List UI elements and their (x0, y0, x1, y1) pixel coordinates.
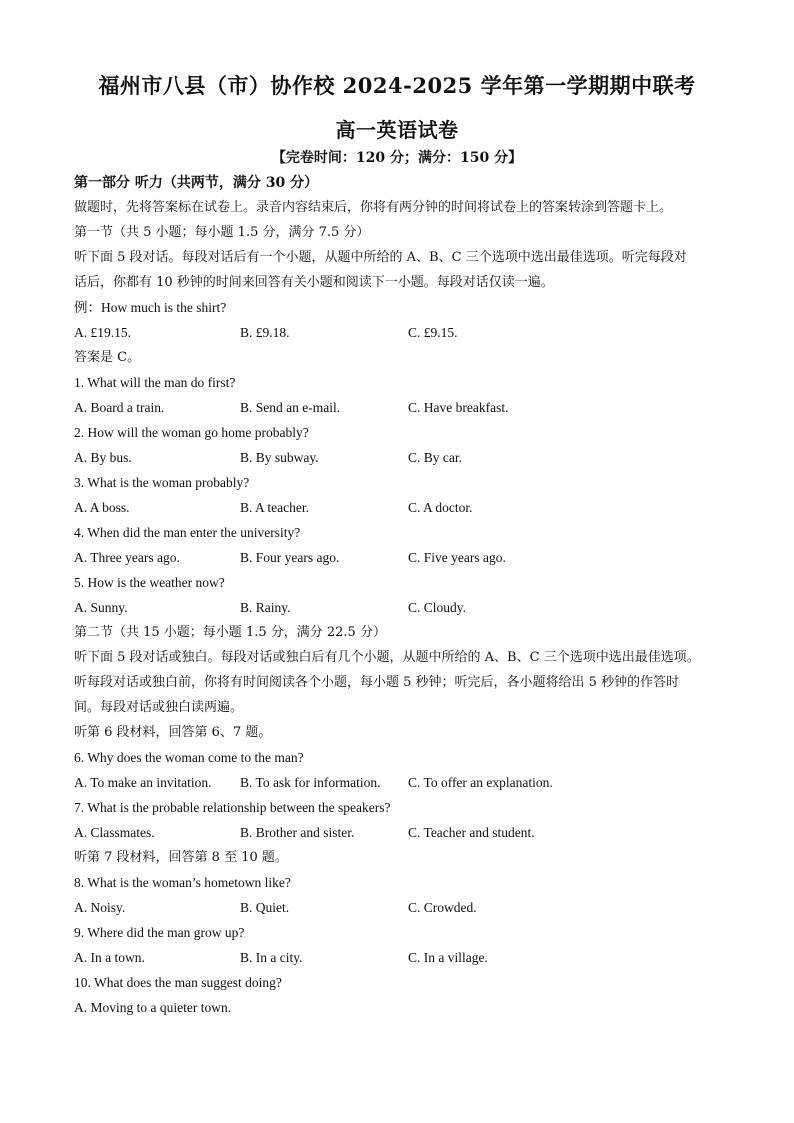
group-7-instruction: 听第 7 段材料，回答第 8 至 10 题。 (74, 850, 288, 865)
question-7-option-c: C. Teacher and student. (408, 825, 535, 840)
question-1-option-c: C. Have breakfast. (408, 400, 509, 415)
question-8-option-a: A. Noisy. (74, 900, 126, 915)
question-2-option-c: C. By car. (408, 450, 462, 465)
question-5: 5. How is the weather now? (74, 575, 225, 590)
question-3-option-a: A. A boss. (74, 500, 130, 515)
question-4-option-c: C. Five years ago. (408, 550, 506, 565)
question-7-option-b: B. Brother and sister. (240, 825, 355, 840)
question-2-option-b: B. By subway. (240, 450, 319, 465)
question-8-option-b: B. Quiet. (240, 900, 290, 915)
part1-heading: 第一部分 听力（共两节，满分 30 分） (74, 175, 319, 191)
question-9-option-c: C. In a village. (408, 950, 488, 965)
section2-heading: 第二节（共 15 小题；每小题 1.5 分，满分 22.5 分） (74, 625, 386, 640)
exam-subtitle: 高一英语试卷 (335, 118, 459, 142)
question-2-option-a: A. By bus. (74, 450, 132, 465)
question-4: 4. When did the man enter the university? (74, 525, 301, 540)
question-3-option-b: B. A teacher. (240, 500, 309, 515)
section1-instruction-line2: 话后，你都有 10 秒钟的时间来回答有关小题和阅读下一小题。每段对话仅读一遍。 (74, 275, 554, 290)
question-8: 8. What is the woman’s hometown like? (74, 875, 291, 890)
question-1-option-a: A. Board a train. (74, 400, 165, 415)
question-1-option-b: B. Send an e-mail. (240, 400, 341, 415)
question-8-option-c: C. Crowded. (408, 900, 477, 915)
question-6: 6. Why does the woman come to the man? (74, 750, 304, 765)
question-6-option-b: B. To ask for information. (240, 775, 381, 790)
question-1: 1. What will the man do first? (74, 375, 236, 390)
group-6-instruction: 听第 6 段材料，回答第 6、7 题。 (74, 725, 272, 740)
section1-heading: 第一节（共 5 小题；每小题 1.5 分，满分 7.5 分） (74, 225, 370, 240)
question-9: 9. Where did the man grow up? (74, 925, 245, 940)
exam-info: 【完卷时间：120 分；满分：150 分】 (271, 150, 523, 166)
section1-instruction-line1: 听下面 5 段对话。每段对话后有一个小题，从题中所给的 A、B、C 三个选项中选出最佳选项。听完每段对 (74, 250, 687, 265)
example-option-b: B. £9.18. (240, 325, 290, 340)
example-option-a: A. £19.15. (74, 325, 131, 340)
question-2: 2. How will the woman go home probably? (74, 425, 309, 440)
question-5-option-a: A. Sunny. (74, 600, 128, 615)
section2-instruction-line2: 听每段对话或独白前，你将有时间阅读各个小题，每小题 5 秒钟；听完后，各小题将给出 5 秒钟的作答时 (74, 675, 680, 690)
question-7-option-a: A. Classmates. (74, 825, 155, 840)
part1-instruction: 做题时，先将答案标在试卷上。录音内容结束后，你将有两分钟的时间将试卷上的答案转涂到答题卡上。 (74, 200, 673, 215)
question-5-option-c: C. Cloudy. (408, 600, 467, 615)
example-question: 例：How much is the shirt? (74, 300, 227, 315)
question-9-option-a: A. In a town. (74, 950, 145, 965)
question-10-option-a: A. Moving to a quieter town. (74, 1000, 232, 1015)
question-4-option-a: A. Three years ago. (74, 550, 180, 565)
question-9-option-b: B. In a city. (240, 950, 303, 965)
exam-title: 福州市八县（市）协作校 2024-2025 学年第一学期期中联考 (98, 73, 696, 98)
question-3-option-c: C. A doctor. (408, 500, 473, 515)
section2-instruction-line3: 间。每段对话或独白读两遍。 (74, 700, 244, 715)
question-7: 7. What is the probable relationship between the speakers? (74, 800, 391, 815)
question-6-option-c: C. To offer an explanation. (408, 775, 553, 790)
question-6-option-a: A. To make an invitation. (74, 775, 212, 790)
section2-instruction-line1: 听下面 5 段对话或独白。每段对话或独白后有几个小题，从题中所给的 A、B、C 三个选项中选出最佳选项。 (74, 650, 700, 665)
question-3: 3. What is the woman probably? (74, 475, 250, 490)
example-answer: 答案是 C。 (74, 350, 141, 365)
question-5-option-b: B. Rainy. (240, 600, 291, 615)
example-option-c: C. £9.15. (408, 325, 458, 340)
question-4-option-b: B. Four years ago. (240, 550, 340, 565)
question-10: 10. What does the man suggest doing? (74, 975, 282, 990)
